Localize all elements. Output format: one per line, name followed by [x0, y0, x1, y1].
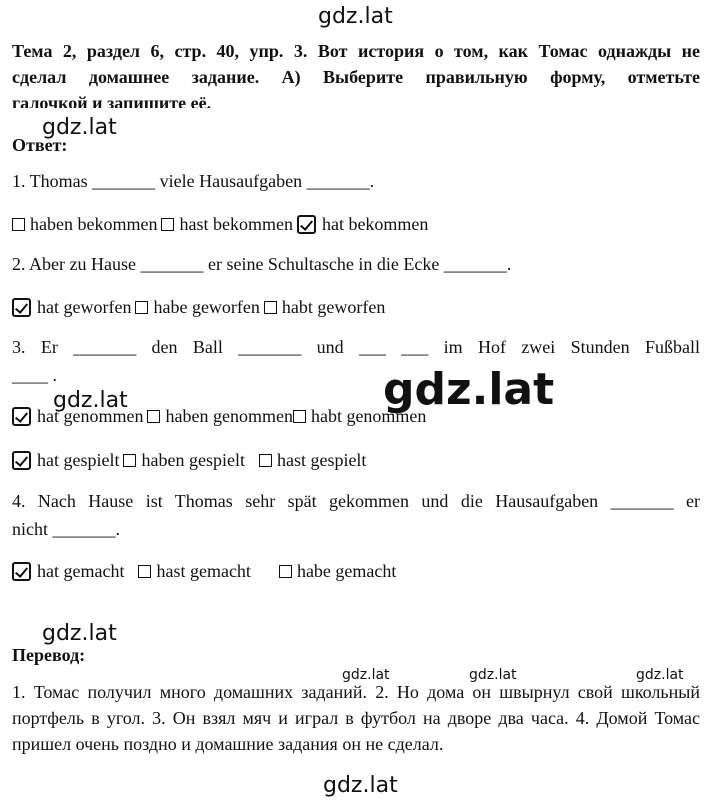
option-label: hat bekommen	[321, 214, 429, 234]
checkbox-checked-icon	[12, 451, 31, 470]
answer-label: Ответ:	[12, 135, 68, 155]
checkbox-empty-icon	[123, 454, 136, 467]
option-label: hat gemacht	[37, 561, 125, 581]
question-4-line-1: 4. Nach Hause ist Thomas sehr spät gekommen und die Hausaufgaben _______ er	[12, 491, 700, 511]
option-label: hast gespielt	[276, 450, 367, 470]
option[interactable]	[135, 297, 259, 318]
watermark-small: gdz.lat	[469, 667, 517, 683]
task-line-3: галочкой и запишите её.	[12, 93, 212, 108]
checkbox-empty-icon	[12, 218, 25, 231]
task-line-2: сделал домашнее задание. А) Выберите правильную форму, отметьте	[12, 67, 700, 87]
question-2: 2. Aber zu Hause _______ er seine Schultasche in die Ecke _______.	[12, 254, 512, 274]
option[interactable]	[138, 561, 250, 582]
option-label: hat geworfen	[37, 297, 132, 317]
option-label: hat genommen	[37, 406, 144, 426]
option-selected[interactable]	[12, 297, 131, 318]
task-heading	[12, 38, 700, 108]
checkbox-checked-icon	[12, 562, 31, 581]
checkbox-checked-icon	[297, 215, 316, 234]
option-label: haben bekommen	[30, 214, 158, 234]
option-label: habe geworfen	[153, 297, 260, 317]
checkbox-checked-icon	[12, 298, 31, 317]
checkbox-empty-icon	[138, 565, 151, 578]
option-selected[interactable]	[12, 561, 124, 582]
option-label: hast bekommen	[179, 214, 293, 234]
question-1: 1. Thomas _______ viele Hausaufgaben _______.	[12, 171, 375, 191]
checkbox-empty-icon	[279, 565, 292, 578]
checkbox-empty-icon	[161, 218, 174, 231]
option-label: habe gemacht	[296, 561, 397, 581]
option-selected[interactable]	[12, 450, 119, 471]
watermark-large: gdz.lat	[383, 364, 555, 415]
checkbox-empty-icon	[147, 410, 160, 423]
checkbox-empty-icon	[135, 301, 148, 314]
option-label: hast gemacht	[156, 561, 251, 581]
watermark: gdz.lat	[42, 115, 117, 140]
watermark-top: gdz.lat	[318, 4, 393, 29]
option-label: habt genommen	[310, 406, 427, 426]
task-line-1: Тема 2, раздел 6, стр. 40, упр. 3. Вот история о том, как Томас однажды не	[12, 41, 700, 61]
checkbox-empty-icon	[264, 301, 277, 314]
option[interactable]	[293, 406, 426, 427]
checkbox-empty-icon	[293, 410, 306, 423]
option[interactable]	[12, 214, 157, 235]
watermark: gdz.lat	[53, 388, 128, 413]
option-selected[interactable]	[12, 406, 143, 427]
option[interactable]	[279, 561, 396, 582]
question-1-options	[12, 214, 428, 235]
option[interactable]	[259, 450, 366, 471]
translation-text: 1. Томас получил много домашних заданий. 2. Но дома он швырнул свой школьный портфель в угол. 3. Он взял мяч и играл в футбол на дворе два часа. 4. Домой Томас пришел очень поздно и домашние задания он не сделал.	[12, 682, 700, 754]
question-3-options-a	[12, 406, 426, 427]
question-3-line-1: 3. Er _______ den Ball _______ und ___ ___ im Hof zwei Stunden Fußball	[12, 337, 700, 357]
checkbox-checked-icon	[12, 407, 31, 426]
question-2-options	[12, 297, 385, 318]
option[interactable]	[161, 214, 292, 235]
watermark: gdz.lat	[42, 621, 117, 646]
option[interactable]	[264, 297, 385, 318]
option[interactable]	[147, 406, 292, 427]
option-selected[interactable]	[297, 214, 428, 235]
option-label: haben gespielt	[141, 450, 245, 470]
watermark-bottom: gdz.lat	[323, 773, 398, 798]
watermark-small: gdz.lat	[342, 667, 390, 683]
option-label: hat gespielt	[37, 450, 120, 470]
option-label: haben genommen	[165, 406, 293, 426]
option-label: habt geworfen	[281, 297, 386, 317]
translation-label: Перевод:	[12, 645, 86, 665]
watermark-small: gdz.lat	[636, 667, 684, 683]
option[interactable]	[123, 450, 244, 471]
question-3-line-2: ____ .	[12, 365, 57, 385]
checkbox-empty-icon	[259, 454, 272, 467]
question-4-options	[12, 561, 396, 582]
question-4-line-2: nicht _______.	[12, 519, 120, 539]
question-3-options-b	[12, 450, 366, 471]
